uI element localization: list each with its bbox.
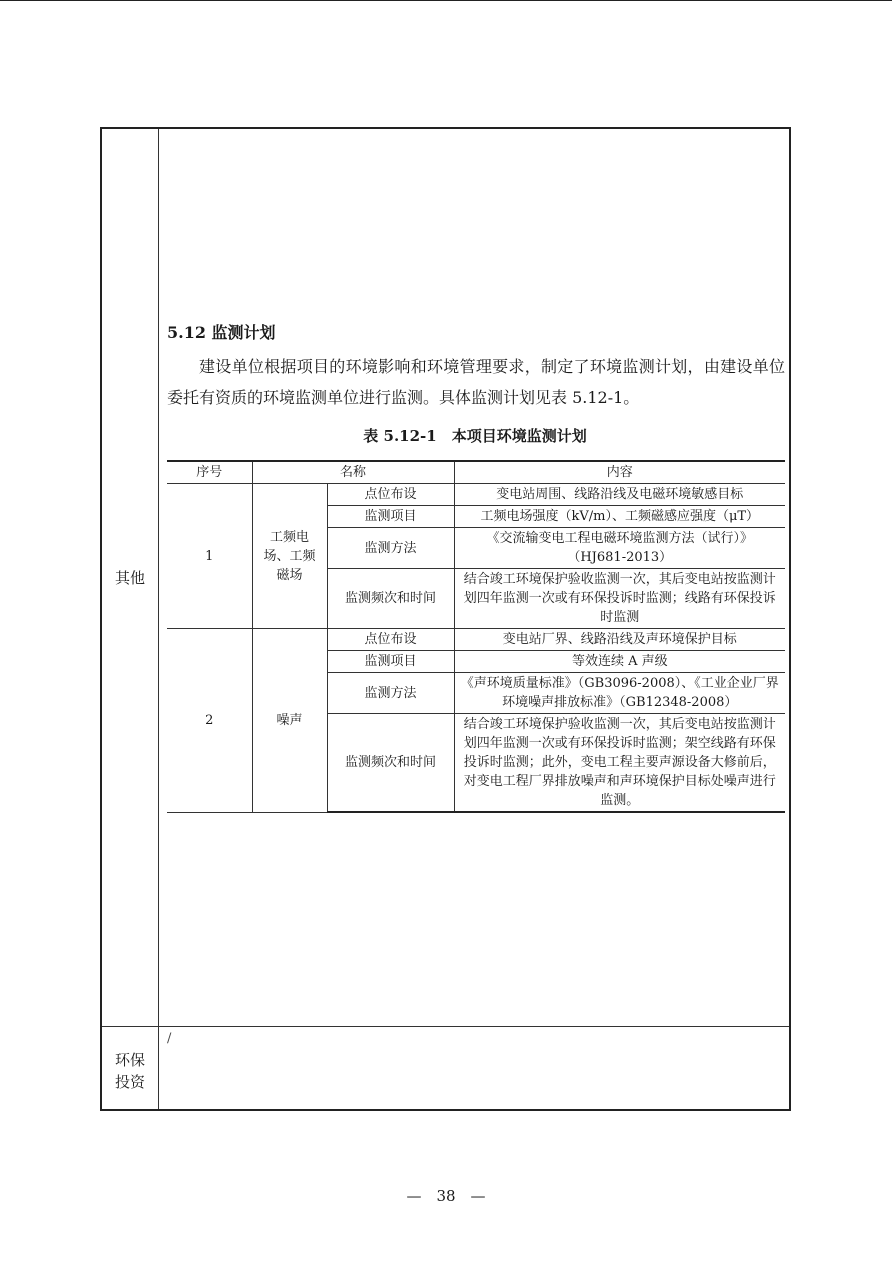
item-content: 等效连续 A 声级 xyxy=(454,651,785,673)
side-label-other: 其他 xyxy=(114,569,145,587)
header-name: 名称 xyxy=(252,461,454,484)
item-label: 点位布设 xyxy=(327,629,454,651)
item-label: 监测方法 xyxy=(327,528,454,569)
column-divider xyxy=(158,129,159,1109)
section-title: 5.12 监测计划 xyxy=(167,323,276,342)
item-content: 工频电场强度（kV/m）、工频磁感应强度（μT） xyxy=(454,506,785,528)
item-content: 变电站厂界、线路沿线及声环境保护目标 xyxy=(454,629,785,651)
item-label: 监测方法 xyxy=(327,673,454,714)
item-label: 点位布设 xyxy=(327,484,454,506)
group-name: 工频电场、工频磁场 xyxy=(252,484,327,629)
section-paragraph: 建设单位根据项目的环境影响和环境管理要求，制定了环境监测计划，由建设单位委托有资质的环境监测单位进行监测。具体监测计划见表 5.12-1。 xyxy=(167,357,785,407)
table-row xyxy=(167,484,785,506)
item-label: 监测频次和时间 xyxy=(327,569,454,629)
form-frame xyxy=(100,127,791,1111)
group-name: 噪声 xyxy=(252,629,327,813)
env-investment-value: / xyxy=(167,1031,172,1046)
item-content: 《声环境质量标准》（GB3096-2008）、《工业企业厂界环境噪声排放标准》（GB12348-2008） xyxy=(454,673,785,714)
side-label-env-investment-line2: 投资 xyxy=(114,1073,145,1091)
group-no: 1 xyxy=(167,484,252,629)
table-row xyxy=(167,629,785,651)
item-label: 监测项目 xyxy=(327,651,454,673)
item-content: 结合竣工环境保护验收监测一次，其后变电站按监测计划四年监测一次或有环保投诉时监测；架空线路有环保投诉时监测；此外，变电工程主要声源设备大修前后，对变电工程厂界排放噪声和声环境保护目标处噪声进行监测。 xyxy=(454,714,785,813)
page-number: — 38 — xyxy=(406,1187,486,1205)
item-content: 结合竣工环境保护验收监测一次，其后变电站按监测计划四年监测一次或有环保投诉时监测；线路有环保投诉时监测 xyxy=(454,569,785,629)
item-content: 变电站周围、线路沿线及电磁环境敏感目标 xyxy=(454,484,785,506)
table-caption: 表 5.12-1 本项目环境监测计划 xyxy=(363,427,587,445)
group-no: 2 xyxy=(167,629,252,813)
header-no: 序号 xyxy=(167,461,252,484)
top-rule xyxy=(0,0,892,1)
item-label: 监测频次和时间 xyxy=(327,714,454,813)
side-label-env-investment xyxy=(102,1049,158,1093)
item-label: 监测项目 xyxy=(327,506,454,528)
item-content: 《交流输变电工程电磁环境监测方法（试行）》（HJ681-2013） xyxy=(454,528,785,569)
row-divider xyxy=(102,1026,789,1027)
header-content: 内容 xyxy=(454,461,785,484)
monitoring-plan-table xyxy=(167,460,785,813)
side-label-env-investment-line1: 环保 xyxy=(114,1051,145,1069)
table-header-row xyxy=(167,461,785,484)
